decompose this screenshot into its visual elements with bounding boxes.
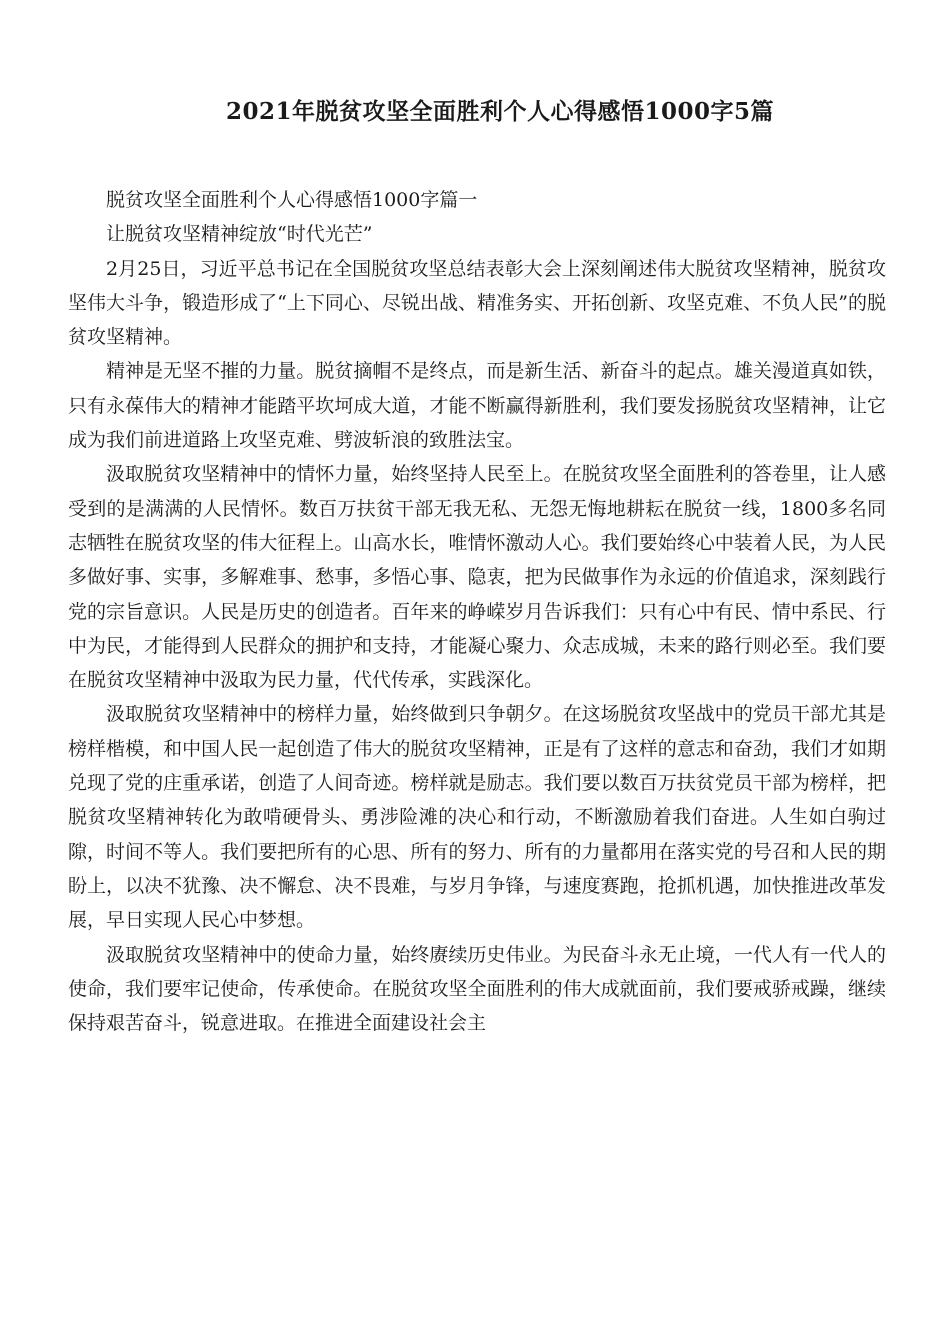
document-title: 2021年脱贫攻坚全面胜利个人心得感悟1000字5篇 [225,98,775,125]
body-paragraph: 汲取脱贫攻坚精神中的使命力量，始终赓续历史伟业。为民奋斗永无止境，一代人有一代人的使命，我们要牢记使命，传承使命。在脱贫攻坚全面胜利的伟大成就面前，我们要戒骄戒躁，继续保持艰苦奋斗，锐意进取。在推进全面建设社会主 [68,943,886,1035]
body-paragraph: 精神是无坚不摧的力量。脱贫摘帽不是终点，而是新生活、新奋斗的起点。雄关漫道真如铁，只有永葆伟大的精神才能踏平坎坷成大道，才能不断赢得新胜利，我们要发扬脱贫攻坚精神，让它成为我们前进道路上攻坚克难、劈波斩浪的致胜法宝。 [68,360,886,452]
body-paragraph: 汲取脱贫攻坚精神中的情怀力量，始终坚持人民至上。在脱贫攻坚全面胜利的答卷里，让人感受到的是满满的人民情怀。数百万扶贫干部无我无私、无怨无悔地耕耘在脱贫一线，1800多名同志牺牲在脱贫攻坚的伟大征程上。山高水长，唯情怀激动人心。我们要始终心中装着人民，为人民多做好事、实事，多解难事、愁事，多悟心事、隐衷，把为民做事作为永远的价值追求，深刻践行党的宗旨意识。人民是历史的创造者。百年来的峥嵘岁月告诉我们：只有心中有民、情中系民、行中为民，才能得到人民群众的拥护和支持，才能凝心聚力、众志成城，未来的路行则必至。我们要在脱贫攻坚精神中汲取为民力量，代代传承，实践深化。 [68,463,886,692]
section-heading: 脱贫攻坚全面胜利个人心得感悟1000字篇一 [106,189,478,211]
body-paragraph: 2月25日，习近平总书记在全国脱贫攻坚总结表彰大会上深刻阐述伟大脱贫攻坚精神，脱贫攻坚伟大斗争，锻造形成了“上下同心、尽锐出战、精准务实、开拓创新、攻坚克难、不负人民”的脱贫攻坚精神。 [68,257,886,349]
body-paragraph: 汲取脱贫攻坚精神中的榜样力量，始终做到只争朝夕。在这场脱贫攻坚战中的党员干部尤其是榜样楷模，和中国人民一起创造了伟大的脱贫攻坚精神，正是有了这样的意志和奋劲，我们才如期兑现了党的庄重承诺，创造了人间奇迹。榜样就是励志。我们要以数百万扶贫党员干部为榜样，把脱贫攻坚精神转化为敢啃硬骨头、勇涉险滩的决心和行动，不断激励着我们奋进。人生如白驹过隙，时间不等人。我们要把所有的心思、所有的努力、所有的力量都用在落实党的号召和人民的期盼上，以决不犹豫、决不懈怠、决不畏难，与岁月争锋，与速度赛跑，抢抓机遇，加快推进改革发展，早日实现人民心中梦想。 [68,703,886,932]
article-title: 让脱贫攻坚精神绽放“时代光芒” [106,223,373,246]
document-body [68,183,886,1040]
